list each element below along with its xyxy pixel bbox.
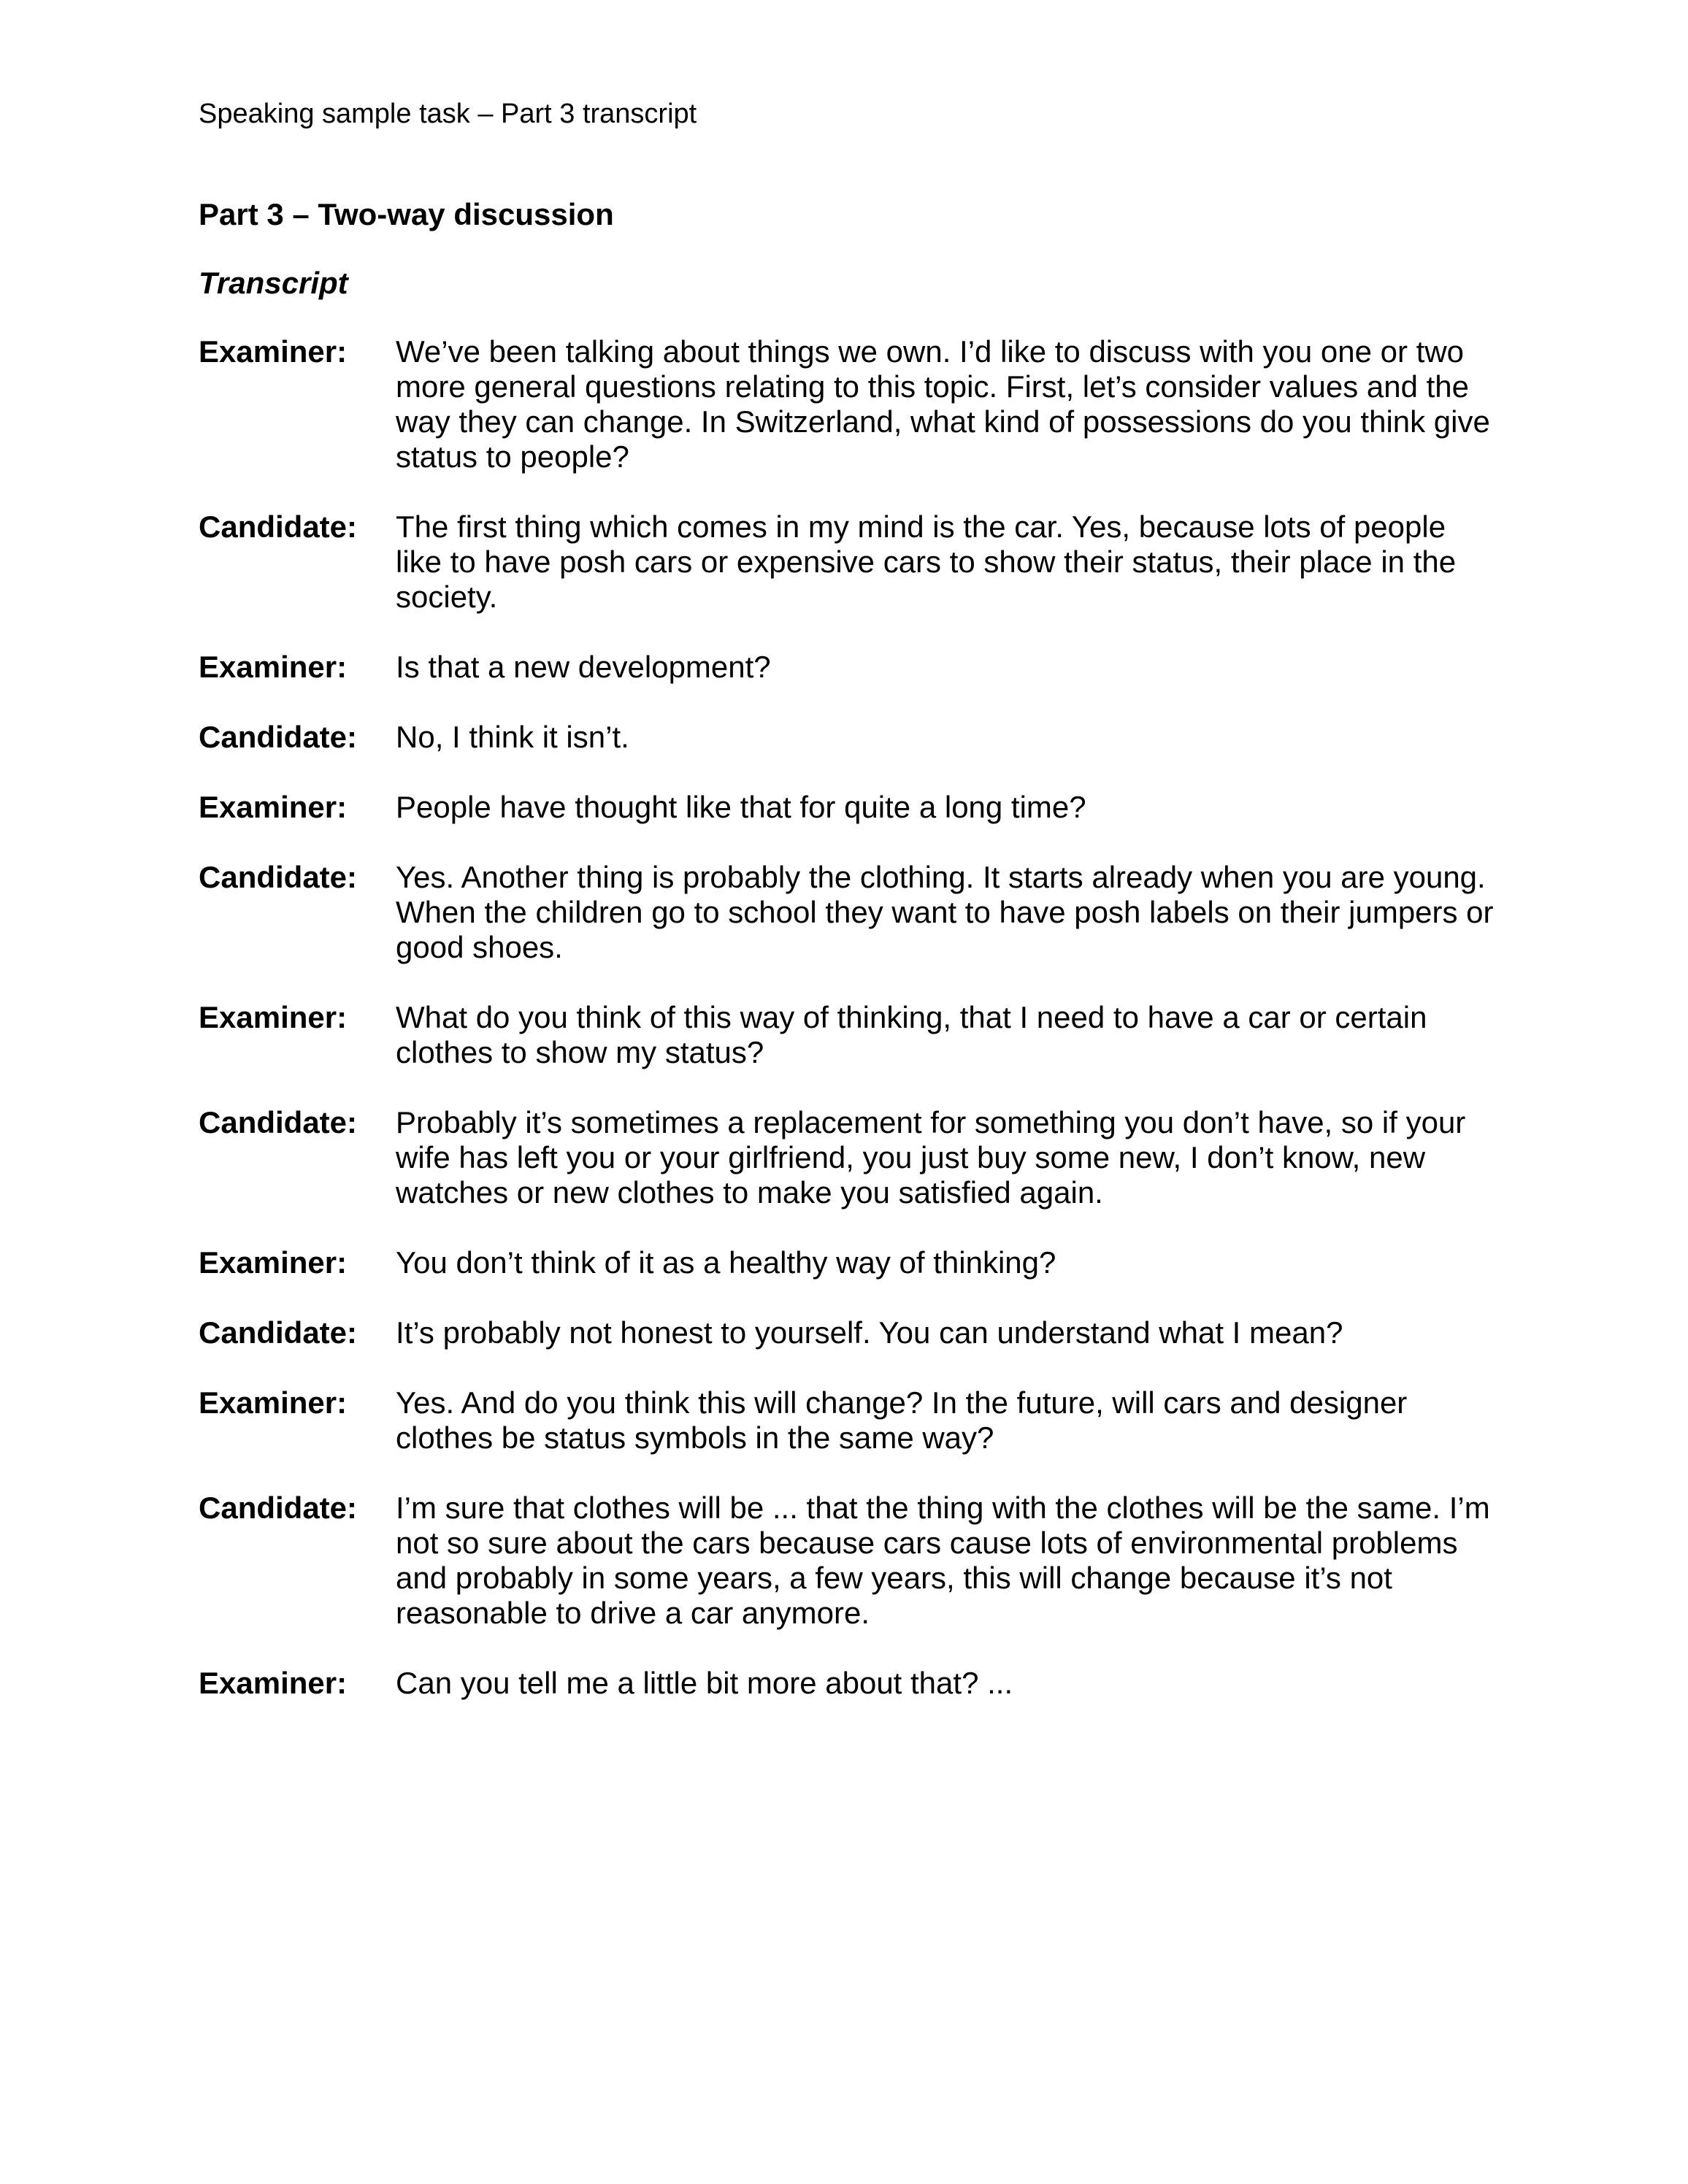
speaker-label: Candidate: bbox=[199, 720, 358, 754]
speaker-label: Examiner: bbox=[199, 1245, 348, 1280]
dialogue-turn bbox=[199, 1385, 1498, 1456]
utterance-text: We’ve been talking about things we own. I’d like to discuss with you one or two more general questions relating to this topic. First, let’s consider values and the way they can change. In Switzerland, what kind of possessions do you think give status to people? bbox=[396, 334, 1490, 474]
speaker-label: Candidate: bbox=[199, 1105, 358, 1139]
speaker-label: Examiner: bbox=[199, 1000, 348, 1034]
speaker-label: Candidate: bbox=[199, 510, 358, 544]
dialogue-turn bbox=[199, 650, 1498, 685]
utterance-text: I’m sure that clothes will be ... that the thing with the clothes will be the same. I’m not so sure about the cars because cars cause lots of environmental problems and probably in some years, a few years, this will change because it’s not reasonable to drive a car anymore. bbox=[396, 1491, 1490, 1630]
dialogue-turn bbox=[199, 790, 1498, 825]
dialogue-turn bbox=[199, 510, 1498, 615]
utterance-text: Can you tell me a little bit more about that? ... bbox=[396, 1666, 1013, 1700]
speaker-label: Examiner: bbox=[199, 1385, 348, 1420]
running-header: Speaking sample task – Part 3 transcript bbox=[199, 99, 697, 129]
utterance-text: No, I think it isn’t. bbox=[396, 720, 629, 754]
dialogue-turn bbox=[199, 720, 1498, 755]
section-heading: Part 3 – Two-way discussion bbox=[199, 197, 614, 231]
utterance-text: Is that a new development? bbox=[396, 650, 771, 684]
speaker-label: Candidate: bbox=[199, 860, 358, 894]
speaker-label: Examiner: bbox=[199, 650, 348, 684]
utterance-text: People have thought like that for quite a long time? bbox=[396, 790, 1086, 824]
speaker-label: Examiner: bbox=[199, 334, 348, 369]
dialogue-turn bbox=[199, 860, 1498, 965]
dialogue-turn bbox=[199, 1666, 1498, 1701]
dialogue-turn bbox=[199, 1000, 1498, 1070]
dialogue-turn bbox=[199, 1491, 1498, 1631]
dialogue-turn bbox=[199, 1315, 1498, 1350]
dialogue-turn bbox=[199, 1105, 1498, 1210]
transcript-subheading: Transcript bbox=[199, 266, 348, 300]
speaker-label: Examiner: bbox=[199, 790, 348, 824]
utterance-text: It’s probably not honest to yourself. You can understand what I mean? bbox=[396, 1315, 1343, 1350]
transcript-dialogue bbox=[199, 334, 1498, 1736]
dialogue-turn bbox=[199, 1245, 1498, 1280]
utterance-text: What do you think of this way of thinking, that I need to have a car or certain clothes to show my status? bbox=[396, 1000, 1427, 1069]
speaker-label: Examiner: bbox=[199, 1666, 348, 1700]
utterance-text: Probably it’s sometimes a replacement for something you don’t have, so if your wife has left you or your girlfriend, you just buy some new, I don’t know, new watches or new clothes to make you satisfied again. bbox=[396, 1105, 1466, 1210]
utterance-text: Yes. Another thing is probably the clothing. It starts already when you are young. When the children go to school they want to have posh labels on their jumpers or good shoes. bbox=[396, 860, 1494, 964]
utterance-text: The first thing which comes in my mind is the car. Yes, because lots of people like to have posh cars or expensive cars to show their status, their place in the society. bbox=[396, 510, 1457, 614]
utterance-text: Yes. And do you think this will change? In the future, will cars and designer clothes be status symbols in the same way? bbox=[396, 1385, 1408, 1455]
speaker-label: Candidate: bbox=[199, 1315, 358, 1350]
utterance-text: You don’t think of it as a healthy way of thinking? bbox=[396, 1245, 1056, 1280]
dialogue-turn bbox=[199, 334, 1498, 474]
speaker-label: Candidate: bbox=[199, 1491, 358, 1525]
